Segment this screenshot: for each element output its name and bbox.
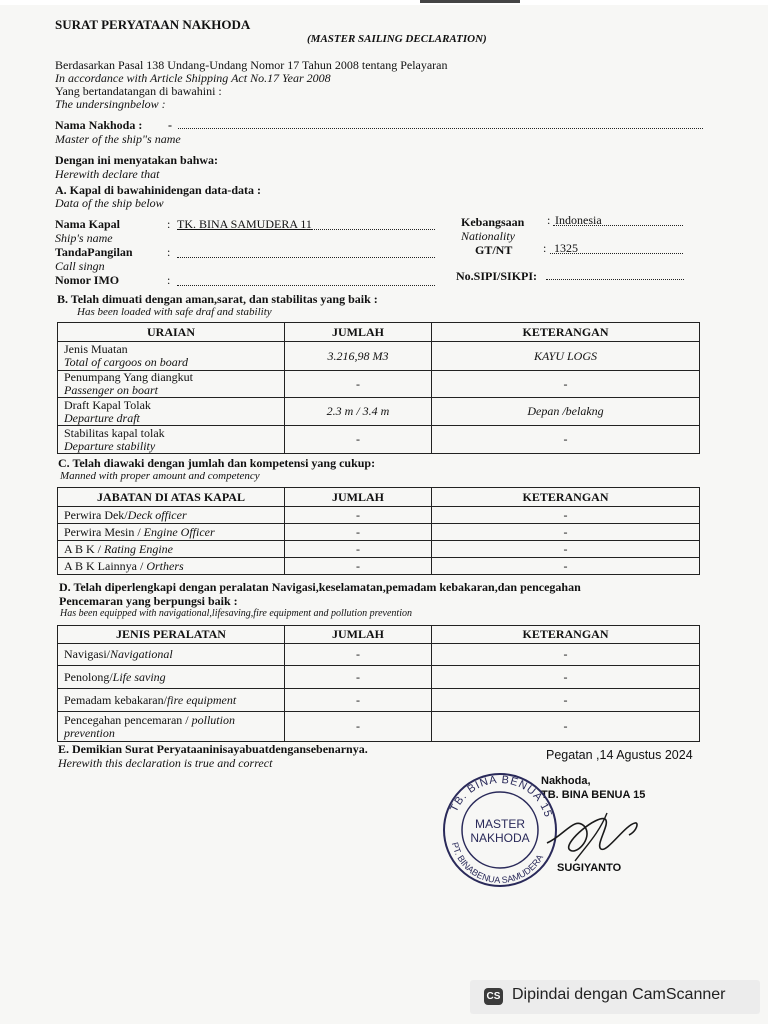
call-sign-colon: : — [167, 245, 171, 259]
document-subtitle: (MASTER SAILING DECLARATION) — [307, 33, 487, 45]
crew-header-jabatan: JABATAN DI ATAS KAPAL — [58, 488, 285, 507]
other-crew-label: A B K Lainnya / — [64, 558, 147, 573]
navigation-note: - — [432, 644, 700, 666]
table-row — [58, 507, 700, 524]
imo-label: Nomor IMO — [55, 273, 120, 287]
declare-line-2: Herewith declare that — [55, 167, 160, 181]
draft-note: Depan /belakng — [432, 398, 700, 426]
camscanner-logo: CS — [484, 988, 503, 1005]
loading-header-jumlah: JUMLAH — [285, 323, 432, 342]
table-row — [58, 371, 700, 398]
svg-text:PT. BINABENUA SAMUDERA: PT. BINABENUA SAMUDERA — [449, 841, 546, 886]
navigation-label: Navigasi/ — [64, 647, 110, 661]
section-b-title-en: Has been loaded with safe draf and stability — [77, 306, 272, 318]
master-name-dash: - — [168, 118, 172, 132]
section-d-title-en: Has been equipped with navigational,lifesaving,fire equipment and pollution prevention — [60, 608, 412, 619]
section-c-title: C. Telah diawaki dengan jumlah dan kompetensi yang cukup: — [58, 456, 376, 470]
table-row — [58, 689, 700, 712]
rating-engine-label: A B K / — [64, 541, 105, 556]
deck-officer-note: - — [432, 507, 700, 524]
imo-field — [177, 285, 435, 286]
sipi-label: No.SIPI/SIKPI: — [456, 269, 538, 283]
equipment-header-jumlah: JUMLAH — [285, 626, 432, 644]
pollution-label: Pencegahan pencemaran / — [64, 712, 192, 727]
ship-stamp — [440, 770, 560, 890]
table-row — [58, 342, 700, 371]
handwritten-signature — [545, 805, 640, 865]
table-row — [58, 524, 700, 541]
intro-line-4: The undersingnbelow : — [55, 97, 166, 111]
ship-name-field — [305, 229, 435, 230]
stability-note: - — [432, 426, 700, 454]
declare-line-1: Dengan ini menyatakan bahwa: — [55, 153, 219, 167]
deck-officer-label: Perwira Dek/ — [64, 507, 128, 522]
equipment-header-keterangan: KETERANGAN — [432, 626, 700, 644]
call-sign-label: TandaPangilan — [55, 245, 133, 259]
pollution-amount: - — [285, 712, 432, 742]
pollution-label-en: pollution — [191, 712, 235, 727]
other-crew-label-en: Orthers — [146, 558, 184, 573]
pollution-label-en-2: prevention — [64, 725, 115, 740]
master-name-field — [178, 128, 703, 129]
passenger-amount: - — [285, 371, 432, 398]
gtnt-colon: : — [543, 241, 547, 255]
nationality-field — [553, 225, 683, 226]
ship-name-label-en: Ship's name — [55, 231, 113, 245]
table-row — [58, 398, 700, 426]
cargo-label-en: Total of cargoos on board — [64, 355, 189, 369]
navigation-amount: - — [285, 644, 432, 666]
intro-line-2: In accordance with Article Shipping Act No.17 Year 2008 — [55, 71, 331, 85]
pollution-note: - — [432, 712, 700, 742]
section-a-title-en: Data of the ship below — [55, 196, 164, 210]
master-name-label: Nama Nakhoda : — [55, 118, 143, 132]
stability-label: Stabilitas kapal tolak — [64, 425, 165, 440]
loading-table — [57, 322, 700, 454]
lifesaving-label-en: Life saving — [112, 669, 166, 684]
section-d-title: D. Telah diperlengkapi dengan peralatan Navigasi,keselamatan,pemadam kebakaran,dan pencegahan — [59, 580, 581, 594]
document-title: SURAT PERYATAAN NAKHODA — [55, 17, 251, 32]
table-row — [58, 712, 700, 742]
equipment-table — [57, 625, 700, 742]
section-d-title-2: Pencemaran yang berpungsi baik : — [59, 594, 238, 608]
deck-officer-label-en: Deck officer — [127, 507, 187, 522]
equipment-header-jenis: JENIS PERALATAN — [58, 626, 285, 644]
imo-colon: : — [167, 273, 171, 287]
table-row — [58, 666, 700, 689]
master-name-label-en: Master of the ship"s name — [55, 132, 181, 146]
svg-text:NAKHODA: NAKHODA — [470, 831, 530, 845]
fire-equipment-note: - — [432, 689, 700, 712]
rating-engine-note: - — [432, 541, 700, 558]
other-crew-amount: - — [285, 558, 432, 575]
passenger-note: - — [432, 371, 700, 398]
passenger-label-en: Passenger on boart — [64, 383, 158, 397]
lifesaving-note: - — [432, 666, 700, 689]
rating-engine-amount: - — [285, 541, 432, 558]
loading-header-keterangan: KETERANGAN — [432, 323, 700, 342]
lifesaving-amount: - — [285, 666, 432, 689]
signature-role: Nakhoda, — [541, 775, 591, 787]
section-a-title: A. Kapal di bawahinidengan data-data : — [55, 183, 262, 197]
lifesaving-label: Penolong/ — [64, 669, 113, 684]
gtnt-field — [550, 253, 683, 254]
passenger-label: Penumpang Yang diangkut — [64, 370, 193, 384]
signature-name: SUGIYANTO — [557, 862, 622, 874]
cargo-amount: 3.216,98 M3 — [285, 342, 432, 371]
deck-officer-amount: - — [285, 507, 432, 524]
camscanner-text: Dipindai dengan CamScanner — [512, 986, 726, 1003]
intro-line-1: Berdasarkan Pasal 138 Undang-Undang Nomor 17 Tahun 2008 tentang Pelayaran — [55, 58, 448, 72]
stability-label-en: Departure stability — [64, 438, 156, 453]
engine-officer-label: Perwira Mesin / — [64, 524, 144, 539]
navigation-label-en: Navigational — [110, 647, 173, 661]
engine-officer-note: - — [432, 524, 700, 541]
draft-amount: 2.3 m / 3.4 m — [285, 398, 432, 426]
table-row — [58, 644, 700, 666]
other-crew-note: - — [432, 558, 700, 575]
crew-table — [57, 487, 700, 575]
gtnt-value: 1325 — [554, 241, 578, 255]
fire-equipment-label-en: fire equipment — [166, 692, 237, 707]
table-row — [58, 558, 700, 575]
fire-equipment-amount: - — [285, 689, 432, 712]
fire-equipment-label: Pemadam kebakaran/ — [64, 692, 167, 707]
ship-name-label: Nama Kapal — [55, 217, 121, 231]
svg-text:TB. BINA BENUA 15: TB. BINA BENUA 15 — [448, 773, 555, 820]
gtnt-label: GT/NT — [475, 243, 513, 257]
engine-officer-label-en: Engine Officer — [143, 524, 215, 539]
cargo-note: KAYU LOGS — [432, 342, 700, 371]
table-row — [58, 426, 700, 454]
cargo-label: Jenis Muatan — [64, 342, 128, 356]
section-b-title: B. Telah dimuati dengan aman,sarat, dan stabilitas yang baik : — [57, 292, 378, 306]
sipi-field — [546, 279, 684, 280]
rating-engine-label-en: Rating Engine — [104, 541, 174, 556]
signature-ship: TB. BINA BENUA 15 — [541, 789, 646, 801]
nationality-colon: : — [547, 213, 551, 227]
place-date: Pegatan ,14 Agustus 2024 — [546, 748, 693, 762]
section-e-title: E. Demikian Surat Peryataaninisayabuatdengansebenarnya. — [58, 742, 368, 756]
nationality-value: Indonesia — [555, 213, 602, 227]
crew-header-keterangan: KETERANGAN — [432, 488, 700, 507]
section-c-title-en: Manned with proper amount and competency — [60, 470, 260, 482]
ship-name-value: TK. BINA SAMUDERA 11 — [177, 217, 312, 231]
call-sign-label-en: Call singn — [55, 259, 105, 273]
call-sign-field — [177, 257, 435, 258]
section-e-title-en: Herewith this declaration is true and correct — [58, 756, 273, 770]
crew-header-jumlah: JUMLAH — [285, 488, 432, 507]
camscanner-watermark — [470, 980, 760, 1014]
stability-amount: - — [285, 426, 432, 454]
nationality-label-en: Nationality — [461, 229, 515, 243]
nationality-label: Kebangsaan — [461, 215, 525, 229]
ship-name-colon: : — [167, 217, 171, 231]
table-row — [58, 541, 700, 558]
loading-header-uraian: URAIAN — [58, 323, 285, 342]
draft-label-en: Departure draft — [64, 410, 140, 425]
intro-line-3: Yang bertandatangan di bawahini : — [55, 84, 222, 98]
engine-officer-amount: - — [285, 524, 432, 541]
draft-label: Draft Kapal Tolak — [64, 397, 151, 412]
svg-text:MASTER: MASTER — [474, 817, 526, 831]
